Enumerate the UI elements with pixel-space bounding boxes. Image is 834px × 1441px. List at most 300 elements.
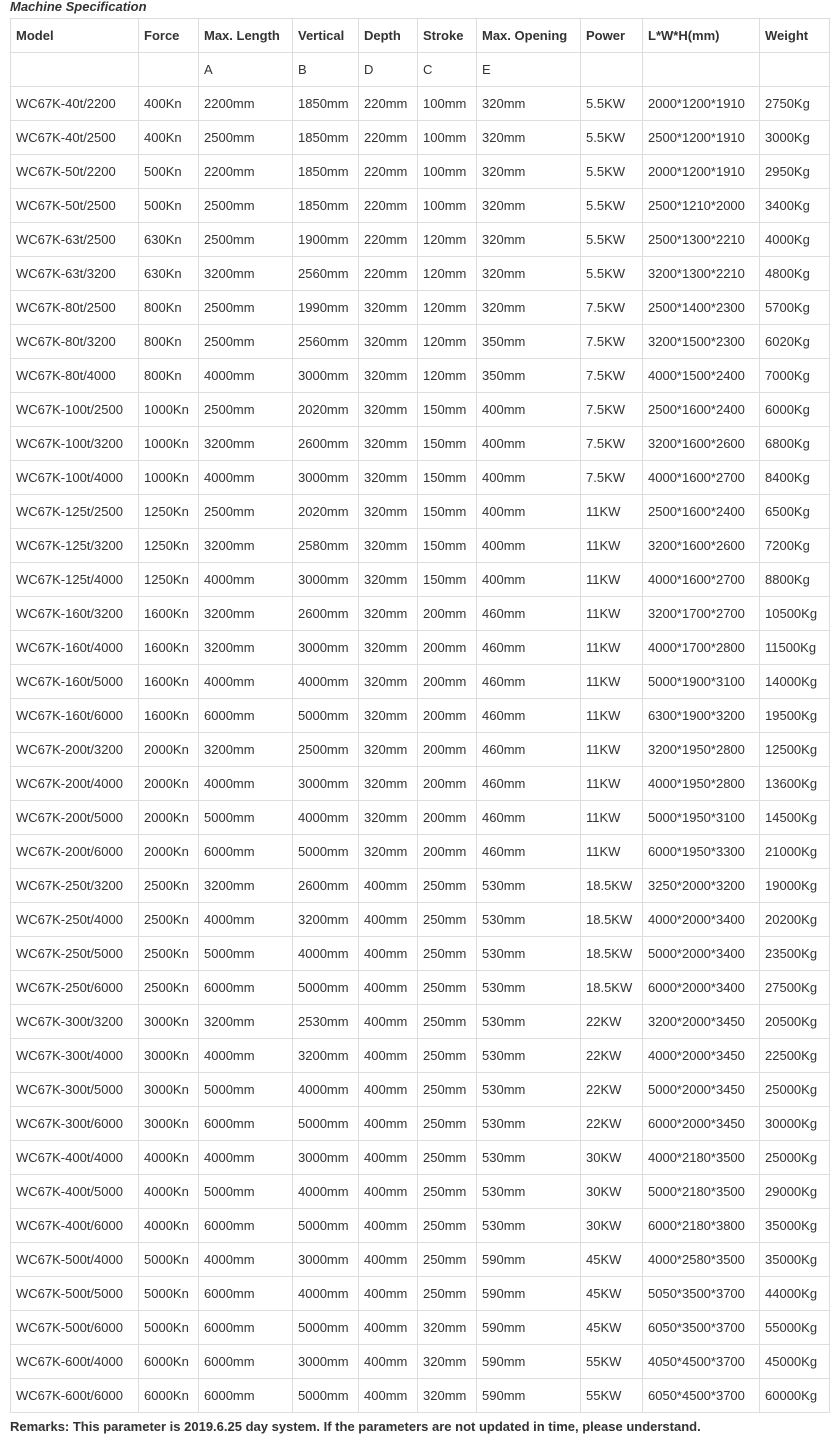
table-cell: 22KW xyxy=(581,1107,643,1141)
table-cell: 200mm xyxy=(418,699,477,733)
table-cell: C xyxy=(418,53,477,87)
model-cell: WC67K-500t/5000 xyxy=(11,1277,139,1311)
table-cell: 3000mm xyxy=(293,767,359,801)
table-cell: 6000*2180*3800 xyxy=(643,1209,760,1243)
table-cell: A xyxy=(199,53,293,87)
table-cell: 4000*1950*2800 xyxy=(643,767,760,801)
table-cell: 6000mm xyxy=(199,699,293,733)
table-cell: 320mm xyxy=(477,87,581,121)
table-body xyxy=(11,53,830,1413)
table-row xyxy=(11,223,830,257)
table-cell: 18.5KW xyxy=(581,903,643,937)
table-cell: 4000mm xyxy=(199,563,293,597)
table-cell: 320mm xyxy=(359,801,418,835)
table-cell: 3200mm xyxy=(293,903,359,937)
table-cell: 2600mm xyxy=(293,427,359,461)
table-cell: 8400Kg xyxy=(760,461,830,495)
table-cell: 12500Kg xyxy=(760,733,830,767)
table-cell: 30KW xyxy=(581,1175,643,1209)
table-cell: 4000mm xyxy=(199,1243,293,1277)
table-cell: 19000Kg xyxy=(760,869,830,903)
table-cell: 400mm xyxy=(359,1345,418,1379)
table-row xyxy=(11,1073,830,1107)
table-cell: 11KW xyxy=(581,563,643,597)
table-row xyxy=(11,563,830,597)
table-cell: 25000Kg xyxy=(760,1141,830,1175)
header-row xyxy=(11,19,830,53)
table-cell: 7200Kg xyxy=(760,529,830,563)
table-cell: 5000mm xyxy=(293,699,359,733)
table-cell: 530mm xyxy=(477,1175,581,1209)
table-cell: 200mm xyxy=(418,801,477,835)
model-cell: WC67K-400t/6000 xyxy=(11,1209,139,1243)
table-cell: 400mm xyxy=(359,1005,418,1039)
model-cell: WC67K-250t/5000 xyxy=(11,937,139,971)
model-cell: WC67K-200t/4000 xyxy=(11,767,139,801)
table-cell: 4000mm xyxy=(199,903,293,937)
table-cell: 5000*1950*3100 xyxy=(643,801,760,835)
table-cell: 1600Kn xyxy=(139,699,199,733)
model-cell: WC67K-80t/3200 xyxy=(11,325,139,359)
table-cell: 2000Kn xyxy=(139,767,199,801)
table-cell: 150mm xyxy=(418,529,477,563)
table-cell: 2500*1600*2400 xyxy=(643,495,760,529)
table-cell: 3250*2000*3200 xyxy=(643,869,760,903)
table-cell: 320mm xyxy=(477,121,581,155)
table-cell: 400mm xyxy=(359,1311,418,1345)
table-row xyxy=(11,903,830,937)
table-cell: 20500Kg xyxy=(760,1005,830,1039)
table-cell: 320mm xyxy=(477,257,581,291)
col-header: Power xyxy=(581,19,643,53)
table-row xyxy=(11,189,830,223)
model-cell: WC67K-50t/2500 xyxy=(11,189,139,223)
model-cell: WC67K-250t/4000 xyxy=(11,903,139,937)
table-cell: 400mm xyxy=(359,1209,418,1243)
table-cell: 530mm xyxy=(477,937,581,971)
table-cell: 100mm xyxy=(418,155,477,189)
table-cell: 5.5KW xyxy=(581,223,643,257)
table-cell: 6000mm xyxy=(199,1107,293,1141)
table-cell: 6000mm xyxy=(199,1311,293,1345)
table-cell: 6000mm xyxy=(199,1345,293,1379)
table-cell: 4000Kn xyxy=(139,1141,199,1175)
table-cell: 2200mm xyxy=(199,87,293,121)
table-cell: 1250Kn xyxy=(139,563,199,597)
table-cell: 530mm xyxy=(477,971,581,1005)
table-cell: 2000Kn xyxy=(139,801,199,835)
table-cell: 250mm xyxy=(418,1005,477,1039)
table-row xyxy=(11,733,830,767)
table-cell: 2500Kn xyxy=(139,869,199,903)
table-cell: 1850mm xyxy=(293,121,359,155)
table-cell: 2500mm xyxy=(199,121,293,155)
table-cell: 220mm xyxy=(359,155,418,189)
table-cell: 6000Kn xyxy=(139,1379,199,1413)
table-cell: 3000mm xyxy=(293,359,359,393)
table-cell: 5000mm xyxy=(293,835,359,869)
table-cell: 30000Kg xyxy=(760,1107,830,1141)
table-cell: 11KW xyxy=(581,733,643,767)
table-cell: 11KW xyxy=(581,665,643,699)
table-cell: 11KW xyxy=(581,529,643,563)
table-cell: 7.5KW xyxy=(581,291,643,325)
table-cell: 3200*1600*2600 xyxy=(643,427,760,461)
table-cell: 3200mm xyxy=(199,733,293,767)
table-row xyxy=(11,665,830,699)
table-row xyxy=(11,1209,830,1243)
table-cell: 6000*2000*3400 xyxy=(643,971,760,1005)
col-header: L*W*H(mm) xyxy=(643,19,760,53)
table-cell: 7.5KW xyxy=(581,325,643,359)
table-cell: 320mm xyxy=(359,461,418,495)
table-cell: 400mm xyxy=(359,1073,418,1107)
table-cell: 120mm xyxy=(418,291,477,325)
table-cell: 2000Kn xyxy=(139,835,199,869)
table-cell: 1900mm xyxy=(293,223,359,257)
model-cell: WC67K-40t/2500 xyxy=(11,121,139,155)
table-cell: 320mm xyxy=(477,291,581,325)
table-cell: 2580mm xyxy=(293,529,359,563)
table-cell xyxy=(139,53,199,87)
table-cell: 400mm xyxy=(359,971,418,1005)
table-cell: 4000*1700*2800 xyxy=(643,631,760,665)
table-cell: 530mm xyxy=(477,1039,581,1073)
table-cell: 120mm xyxy=(418,223,477,257)
table-cell: 1250Kn xyxy=(139,495,199,529)
table-cell: 460mm xyxy=(477,835,581,869)
table-cell: 630Kn xyxy=(139,223,199,257)
table-cell: 5050*3500*3700 xyxy=(643,1277,760,1311)
table-cell: 400mm xyxy=(359,1039,418,1073)
table-cell: 150mm xyxy=(418,427,477,461)
table-cell: 6000mm xyxy=(199,1277,293,1311)
model-cell: WC67K-400t/5000 xyxy=(11,1175,139,1209)
table-cell: 5000mm xyxy=(199,801,293,835)
table-cell: 2500*1210*2000 xyxy=(643,189,760,223)
table-cell: 3200mm xyxy=(199,427,293,461)
table-cell: 250mm xyxy=(418,903,477,937)
model-cell: WC67K-63t/3200 xyxy=(11,257,139,291)
table-cell: 4000mm xyxy=(199,767,293,801)
model-cell: WC67K-300t/6000 xyxy=(11,1107,139,1141)
table-cell: 11KW xyxy=(581,835,643,869)
table-cell: 5000Kn xyxy=(139,1311,199,1345)
table-cell: 350mm xyxy=(477,325,581,359)
table-cell: 5000*2000*3400 xyxy=(643,937,760,971)
table-cell: 320mm xyxy=(418,1311,477,1345)
table-cell: 3000mm xyxy=(293,1345,359,1379)
table-cell: 5000*2180*3500 xyxy=(643,1175,760,1209)
table-row xyxy=(11,631,830,665)
model-cell: WC67K-100t/4000 xyxy=(11,461,139,495)
table-cell: 11KW xyxy=(581,495,643,529)
table-cell: 1850mm xyxy=(293,155,359,189)
table-cell: 2500*1400*2300 xyxy=(643,291,760,325)
model-cell: WC67K-100t/3200 xyxy=(11,427,139,461)
table-cell: 800Kn xyxy=(139,291,199,325)
table-cell: 14000Kg xyxy=(760,665,830,699)
table-cell: 320mm xyxy=(359,597,418,631)
table-cell: 1600Kn xyxy=(139,597,199,631)
table-cell: 400mm xyxy=(477,461,581,495)
table-cell: 400mm xyxy=(359,1277,418,1311)
table-cell: 5000mm xyxy=(199,1073,293,1107)
table-cell: 45000Kg xyxy=(760,1345,830,1379)
table-cell: 30KW xyxy=(581,1209,643,1243)
model-cell: WC67K-300t/5000 xyxy=(11,1073,139,1107)
table-cell: 11KW xyxy=(581,767,643,801)
table-row xyxy=(11,1175,830,1209)
table-cell: 1250Kn xyxy=(139,529,199,563)
col-header: Max. Length xyxy=(199,19,293,53)
table-cell: 3000mm xyxy=(293,631,359,665)
table-cell: 530mm xyxy=(477,903,581,937)
model-cell: WC67K-250t/6000 xyxy=(11,971,139,1005)
table-cell: 3200*2000*3450 xyxy=(643,1005,760,1039)
table-cell: 10500Kg xyxy=(760,597,830,631)
model-cell: WC67K-80t/2500 xyxy=(11,291,139,325)
table-cell: 4000Kn xyxy=(139,1209,199,1243)
table-cell: 4000mm xyxy=(293,1175,359,1209)
table-cell: 1000Kn xyxy=(139,427,199,461)
table-cell: 400mm xyxy=(477,393,581,427)
table-cell: 5000mm xyxy=(293,1379,359,1413)
table-cell: 400mm xyxy=(359,1141,418,1175)
table-cell: 11KW xyxy=(581,801,643,835)
col-header: Weight xyxy=(760,19,830,53)
table-cell: 35000Kg xyxy=(760,1243,830,1277)
table-cell: 2560mm xyxy=(293,325,359,359)
table-cell: 530mm xyxy=(477,1005,581,1039)
table-cell: 150mm xyxy=(418,393,477,427)
table-cell: 3200mm xyxy=(199,529,293,563)
table-row xyxy=(11,427,830,461)
table-row xyxy=(11,1039,830,1073)
table-cell: 250mm xyxy=(418,1243,477,1277)
table-cell: 320mm xyxy=(359,495,418,529)
table-row xyxy=(11,971,830,1005)
table-cell: 3000Kn xyxy=(139,1039,199,1073)
table-cell: 5700Kg xyxy=(760,291,830,325)
table-cell: 590mm xyxy=(477,1243,581,1277)
table-cell: 6020Kg xyxy=(760,325,830,359)
table-cell: 6300*1900*3200 xyxy=(643,699,760,733)
table-cell: 4000*1500*2400 xyxy=(643,359,760,393)
model-cell: WC67K-400t/4000 xyxy=(11,1141,139,1175)
model-cell: WC67K-250t/3200 xyxy=(11,869,139,903)
table-cell: 530mm xyxy=(477,1141,581,1175)
table-cell: 6000mm xyxy=(199,971,293,1005)
table-cell: 530mm xyxy=(477,869,581,903)
table-cell: 3200mm xyxy=(293,1039,359,1073)
table-cell: 2500mm xyxy=(199,325,293,359)
table-cell xyxy=(643,53,760,87)
table-cell: D xyxy=(359,53,418,87)
table-cell: 3200*1700*2700 xyxy=(643,597,760,631)
table-cell: 45KW xyxy=(581,1243,643,1277)
col-header: Force xyxy=(139,19,199,53)
table-cell: 2750Kg xyxy=(760,87,830,121)
table-cell: 200mm xyxy=(418,597,477,631)
table-cell: 45KW xyxy=(581,1311,643,1345)
table-cell: 11500Kg xyxy=(760,631,830,665)
table-cell: 18.5KW xyxy=(581,869,643,903)
model-cell: WC67K-500t/4000 xyxy=(11,1243,139,1277)
table-cell: 320mm xyxy=(359,359,418,393)
col-header: Stroke xyxy=(418,19,477,53)
table-cell xyxy=(11,53,139,87)
model-cell: WC67K-300t/4000 xyxy=(11,1039,139,1073)
table-cell: 460mm xyxy=(477,733,581,767)
table-cell: 590mm xyxy=(477,1277,581,1311)
table-row xyxy=(11,495,830,529)
table-cell: 6800Kg xyxy=(760,427,830,461)
table-cell: 4000*2000*3400 xyxy=(643,903,760,937)
table-cell: 4050*4500*3700 xyxy=(643,1345,760,1379)
table-cell: 320mm xyxy=(477,189,581,223)
table-cell: 2500mm xyxy=(199,189,293,223)
table-cell: 100mm xyxy=(418,189,477,223)
table-row xyxy=(11,87,830,121)
table-cell: 5000mm xyxy=(199,937,293,971)
table-cell: 800Kn xyxy=(139,325,199,359)
table-cell: 4000*1600*2700 xyxy=(643,563,760,597)
table-cell: 6000mm xyxy=(199,1209,293,1243)
table-cell: 3200mm xyxy=(199,869,293,903)
table-cell: 3200mm xyxy=(199,257,293,291)
model-cell: WC67K-50t/2200 xyxy=(11,155,139,189)
table-cell: 3400Kg xyxy=(760,189,830,223)
table-cell: 25000Kg xyxy=(760,1073,830,1107)
table-cell: 320mm xyxy=(477,155,581,189)
model-cell: WC67K-600t/6000 xyxy=(11,1379,139,1413)
table-cell: 3000Kn xyxy=(139,1073,199,1107)
table-cell: 2500Kn xyxy=(139,937,199,971)
table-cell: 800Kn xyxy=(139,359,199,393)
table-cell: 2500mm xyxy=(293,733,359,767)
table-cell: 200mm xyxy=(418,631,477,665)
table-cell: 7.5KW xyxy=(581,427,643,461)
table-cell: 4000mm xyxy=(199,665,293,699)
table-cell: 29000Kg xyxy=(760,1175,830,1209)
table-cell: 3200*1600*2600 xyxy=(643,529,760,563)
table-cell: 3000mm xyxy=(293,1141,359,1175)
table-cell: 4000mm xyxy=(199,1039,293,1073)
table-cell: 200mm xyxy=(418,733,477,767)
subheader-row xyxy=(11,53,830,87)
table-cell: 1000Kn xyxy=(139,393,199,427)
table-cell: 2500mm xyxy=(199,495,293,529)
table-cell: 250mm xyxy=(418,1141,477,1175)
table-cell: 2500Kn xyxy=(139,903,199,937)
table-cell: 220mm xyxy=(359,223,418,257)
table-cell: 6000Kg xyxy=(760,393,830,427)
table-cell: 4000mm xyxy=(199,359,293,393)
table-row xyxy=(11,1277,830,1311)
table-cell: 6000mm xyxy=(199,835,293,869)
table-cell: 400mm xyxy=(477,529,581,563)
table-cell: 4000*2580*3500 xyxy=(643,1243,760,1277)
table-cell: 4000mm xyxy=(293,937,359,971)
table-row xyxy=(11,155,830,189)
table-row xyxy=(11,359,830,393)
model-cell: WC67K-200t/3200 xyxy=(11,733,139,767)
table-cell: 220mm xyxy=(359,121,418,155)
table-row xyxy=(11,767,830,801)
table-cell: 5000*2000*3450 xyxy=(643,1073,760,1107)
table-cell: 5.5KW xyxy=(581,189,643,223)
table-cell: 3000mm xyxy=(293,563,359,597)
model-cell: WC67K-125t/4000 xyxy=(11,563,139,597)
table-cell: 320mm xyxy=(359,563,418,597)
table-cell: 3200*1500*2300 xyxy=(643,325,760,359)
table-cell: 1850mm xyxy=(293,189,359,223)
table-cell: 320mm xyxy=(418,1379,477,1413)
table-cell: 5000mm xyxy=(293,971,359,1005)
table-cell: 400Kn xyxy=(139,121,199,155)
col-header: Model xyxy=(11,19,139,53)
table-cell: 2530mm xyxy=(293,1005,359,1039)
table-row xyxy=(11,801,830,835)
table-cell: 2000*1200*1910 xyxy=(643,155,760,189)
table-cell: 2020mm xyxy=(293,393,359,427)
table-cell: 320mm xyxy=(359,631,418,665)
table-cell: 3200*1300*2210 xyxy=(643,257,760,291)
table-cell: 530mm xyxy=(477,1209,581,1243)
table-cell: 7.5KW xyxy=(581,461,643,495)
table-cell: 23500Kg xyxy=(760,937,830,971)
table-cell: 400mm xyxy=(359,1107,418,1141)
table-cell: 4800Kg xyxy=(760,257,830,291)
table-cell: 590mm xyxy=(477,1379,581,1413)
table-cell: 320mm xyxy=(359,325,418,359)
table-cell: 100mm xyxy=(418,87,477,121)
table-cell: 400mm xyxy=(477,427,581,461)
model-cell: WC67K-125t/3200 xyxy=(11,529,139,563)
table-cell: 2950Kg xyxy=(760,155,830,189)
table-cell: 350mm xyxy=(477,359,581,393)
model-cell: WC67K-160t/5000 xyxy=(11,665,139,699)
table-cell: 200mm xyxy=(418,835,477,869)
table-cell: 320mm xyxy=(359,427,418,461)
table-cell: 500Kn xyxy=(139,155,199,189)
table-cell: 250mm xyxy=(418,1209,477,1243)
table-cell: 7.5KW xyxy=(581,359,643,393)
table-cell: 5.5KW xyxy=(581,155,643,189)
table-cell: 5000*1900*3100 xyxy=(643,665,760,699)
table-cell: 460mm xyxy=(477,767,581,801)
model-cell: WC67K-160t/6000 xyxy=(11,699,139,733)
table-cell: 400mm xyxy=(359,937,418,971)
table-cell: 4000*2000*3450 xyxy=(643,1039,760,1073)
table-cell: 2500mm xyxy=(199,291,293,325)
table-cell: 6500Kg xyxy=(760,495,830,529)
table-row xyxy=(11,257,830,291)
table-row xyxy=(11,699,830,733)
table-cell: 27500Kg xyxy=(760,971,830,1005)
table-cell: 7.5KW xyxy=(581,393,643,427)
table-cell: 4000mm xyxy=(199,1141,293,1175)
table-cell: 5.5KW xyxy=(581,87,643,121)
table-cell: 320mm xyxy=(359,529,418,563)
model-cell: WC67K-300t/3200 xyxy=(11,1005,139,1039)
table-cell: 320mm xyxy=(359,835,418,869)
table-cell: 320mm xyxy=(359,733,418,767)
model-cell: WC67K-160t/4000 xyxy=(11,631,139,665)
table-cell: 55KW xyxy=(581,1345,643,1379)
table-cell: 2500*1600*2400 xyxy=(643,393,760,427)
